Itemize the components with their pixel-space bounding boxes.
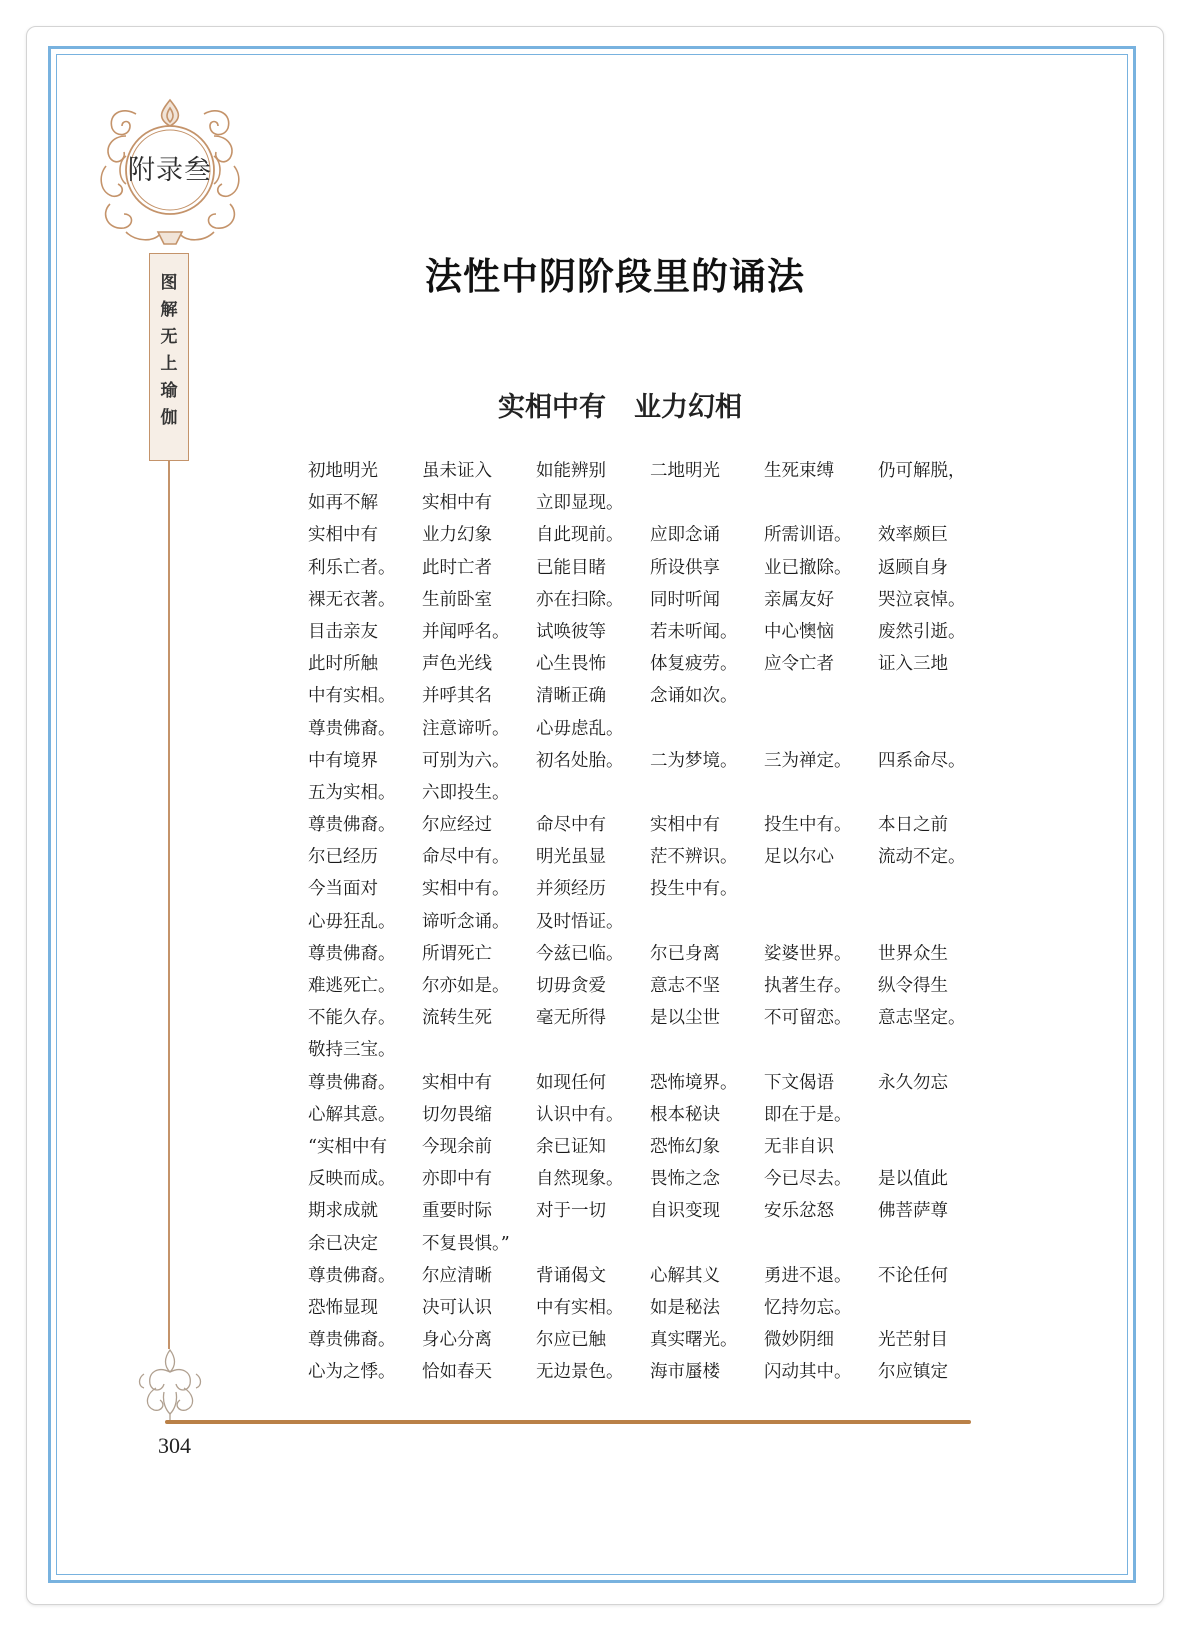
verse-phrase: 实相中有 xyxy=(308,525,378,546)
verse-phrase xyxy=(878,906,992,938)
verse-phrase: 心为之悸。 xyxy=(308,1362,396,1383)
verse-phrase: 如能辨别 xyxy=(536,461,606,481)
verse-phrase: 中有实相。 xyxy=(308,686,396,707)
verse-line xyxy=(308,648,988,680)
verse-phrase: 业已撤除。 xyxy=(764,557,852,578)
verse-phrase xyxy=(764,1228,878,1260)
verse-phrase xyxy=(536,777,650,809)
verse-line xyxy=(308,1324,988,1356)
verse-phrase: 尔已身离 xyxy=(650,943,720,964)
verse-phrase: 无非自识 xyxy=(764,1136,834,1157)
verse-phrase: 今已尽去。 xyxy=(764,1169,852,1190)
appendix-badge: 附录叁 xyxy=(128,155,212,186)
side-label xyxy=(149,270,189,432)
verse-line xyxy=(308,616,988,648)
verse-phrase: 实相中有 xyxy=(422,493,492,514)
verse-phrase: 并须经历 xyxy=(536,879,606,900)
verse-phrase: 明光虽显 xyxy=(536,847,606,868)
verse-phrase xyxy=(650,906,764,938)
verse-phrase: 尔应镇定 xyxy=(878,1362,948,1383)
verse-phrase: 难逃死亡。 xyxy=(308,976,396,996)
verse-phrase xyxy=(764,906,878,938)
verse-line xyxy=(308,680,988,712)
verse-phrase xyxy=(650,777,764,809)
verse-phrase xyxy=(878,1228,992,1260)
side-label-char: 图 xyxy=(160,273,178,293)
verse-line xyxy=(308,584,988,616)
verse-phrase: 不复畏惧。” xyxy=(422,1233,510,1254)
verse-phrase: 余已决定 xyxy=(308,1233,378,1254)
verse-phrase: 永久勿忘 xyxy=(878,1072,948,1093)
verse-phrase xyxy=(650,713,764,745)
verse-phrase: 初名处胎。 xyxy=(536,750,624,771)
verse-phrase: 恰如春天 xyxy=(422,1362,492,1383)
side-label-char: 伽 xyxy=(160,408,178,428)
verse-phrase: 流转生死 xyxy=(422,1008,492,1029)
verse-line xyxy=(308,841,988,873)
verse-phrase: 二为梦境。 xyxy=(650,750,738,771)
verse-phrase: 畏怖之念 xyxy=(650,1169,720,1190)
verse-phrase: 此时亡者 xyxy=(422,557,492,578)
side-label-char: 解 xyxy=(160,300,178,320)
verse-phrase: 自识变现 xyxy=(650,1201,720,1222)
verse-phrase: 谛听念诵。 xyxy=(422,911,510,932)
verse-phrase: 初地明光 xyxy=(308,461,378,481)
verse-phrase: 可别为六。 xyxy=(422,750,510,771)
verse-phrase: 二地明光 xyxy=(650,461,720,481)
verse-line xyxy=(308,487,988,519)
verse-phrase: 本日之前 xyxy=(878,815,948,836)
verse-line xyxy=(308,1195,988,1227)
verse-phrase: 勇进不退。 xyxy=(764,1265,852,1286)
verse-phrase: 忆持勿忘。 xyxy=(764,1297,852,1318)
verse-phrase: 哭泣哀悼。 xyxy=(878,589,966,610)
verse-phrase: 切勿畏缩 xyxy=(422,1104,492,1125)
verse-phrase: 背诵偈文 xyxy=(536,1265,606,1286)
verse-phrase xyxy=(878,1292,992,1324)
verse-phrase: 中心懊恼 xyxy=(764,621,834,642)
verse-phrase: 即在于是。 xyxy=(764,1104,852,1125)
verse-phrase: 三为禅定。 xyxy=(764,750,852,771)
verse-phrase: 清晰正确 xyxy=(536,686,606,707)
verse-phrase: 决可认识 xyxy=(422,1297,492,1318)
verse-line xyxy=(308,519,988,551)
verse-line xyxy=(308,1034,988,1066)
verse-phrase xyxy=(764,777,878,809)
verse-phrase: 中有境界 xyxy=(308,750,378,771)
verse-phrase: 亲属友好 xyxy=(764,589,834,610)
side-label-char: 无 xyxy=(160,327,178,347)
verse-phrase xyxy=(764,713,878,745)
verse-phrase: 尔应经过 xyxy=(422,815,492,836)
verse-phrase: 实相中有 xyxy=(422,1072,492,1093)
verse-phrase: “实相中有 xyxy=(308,1136,387,1157)
verse-phrase: 尊贵佛裔。 xyxy=(308,718,396,739)
verse-line xyxy=(308,1356,988,1388)
section-subtitle xyxy=(440,385,800,424)
verse-phrase xyxy=(536,1034,650,1066)
verse-phrase: 应即念诵 xyxy=(650,525,720,546)
verse-phrase: 尔亦如是。 xyxy=(422,976,510,996)
verse-phrase: 今当面对 xyxy=(308,879,378,900)
verse-phrase: 反映而成。 xyxy=(308,1169,396,1190)
verse-phrase xyxy=(422,1034,536,1066)
verse-phrase: 并闻呼名。 xyxy=(422,621,510,642)
verse-phrase: 认识中有。 xyxy=(536,1104,624,1125)
verse-phrase: 利乐亡者。 xyxy=(308,557,396,578)
verse-line xyxy=(308,1067,988,1099)
verse-phrase xyxy=(536,1228,650,1260)
verse-line xyxy=(308,1099,988,1131)
verse-phrase xyxy=(650,487,764,519)
verse-phrase: 生前卧室 xyxy=(422,589,492,610)
side-label-char: 瑜 xyxy=(160,381,178,401)
verse-phrase: 体复疲劳。 xyxy=(650,654,738,675)
verse-phrase xyxy=(878,713,992,745)
verse-phrase: 声色光线 xyxy=(422,654,492,675)
verse-phrase: 佛菩萨尊 xyxy=(878,1201,948,1222)
verse-phrase: 裸无衣著。 xyxy=(308,589,396,610)
verse-phrase xyxy=(650,1228,764,1260)
verse-phrase: 心毋狂乱。 xyxy=(308,911,396,932)
verse-phrase: 海市蜃楼 xyxy=(650,1362,720,1383)
verse-phrase: 亦即中有 xyxy=(422,1169,492,1190)
verse-phrase: 虽未证入 xyxy=(422,461,492,481)
verse-line xyxy=(308,809,988,841)
verse-phrase: 此时所触 xyxy=(308,654,378,675)
verse-phrase: 心毋虑乱。 xyxy=(536,718,624,739)
verse-phrase: 世界众生 xyxy=(878,943,948,964)
lotus-ornament-icon xyxy=(134,1344,206,1426)
verse-phrase: 意志不坚 xyxy=(650,976,720,996)
verse-line xyxy=(308,1260,988,1292)
verse-phrase: 尊贵佛裔。 xyxy=(308,815,396,836)
page-number: 304 xyxy=(158,1433,191,1458)
subtitle-part: 业力幻相 xyxy=(634,392,742,423)
verse-phrase xyxy=(764,873,878,905)
verse-phrase: 根本秘诀 xyxy=(650,1104,720,1125)
verse-phrase: 敬持三宝。 xyxy=(308,1040,396,1061)
verse-phrase xyxy=(764,1034,878,1066)
verse-phrase: 身心分离 xyxy=(422,1330,492,1351)
verse-phrase: 注意谛听。 xyxy=(422,718,510,739)
verse-line xyxy=(308,552,988,584)
verse-phrase xyxy=(878,680,992,712)
verse-phrase: 实相中有 xyxy=(650,815,720,836)
verse-phrase: 目击亲友 xyxy=(308,621,378,642)
side-label-char: 上 xyxy=(160,354,178,374)
verse-phrase: 真实曙光。 xyxy=(650,1330,738,1351)
verse-phrase: 恐怖境界。 xyxy=(650,1072,738,1093)
verse-phrase: 今现余前 xyxy=(422,1136,492,1157)
side-divider-line xyxy=(168,461,170,1349)
verse-phrase xyxy=(764,487,878,519)
verse-phrase: 娑婆世界。 xyxy=(764,943,852,964)
verse-phrase: 证入三地 xyxy=(878,654,948,675)
verse-phrase: 应令亡者 xyxy=(764,654,834,675)
verse-phrase: 心解其意。 xyxy=(308,1104,396,1125)
verse-phrase xyxy=(878,1099,992,1131)
verse-phrase: 效率颇巨 xyxy=(878,525,948,546)
verse-line xyxy=(308,745,988,777)
verse-phrase: 微妙阴细 xyxy=(764,1330,834,1351)
verse-phrase: 足以尔心 xyxy=(764,847,834,868)
verse-phrase: 返顾自身 xyxy=(878,557,948,578)
verse-phrase: 如是秘法 xyxy=(650,1297,720,1318)
verse-phrase: 心解其义 xyxy=(650,1265,720,1286)
verse-phrase: 实相中有。 xyxy=(422,879,510,900)
verse-phrase: 心生畏怖 xyxy=(536,654,606,675)
verse-phrase: 执著生存。 xyxy=(764,976,852,996)
verse-phrase: 无边景色。 xyxy=(536,1362,624,1383)
verse-phrase: 恐怖显现 xyxy=(308,1297,378,1318)
verse-phrase: 如再不解 xyxy=(308,493,378,514)
verse-phrase xyxy=(764,680,878,712)
verse-phrase: 如现任何 xyxy=(536,1072,606,1093)
verse-line xyxy=(308,938,988,970)
verse-phrase: 业力幻象 xyxy=(422,525,492,546)
verse-phrase xyxy=(878,873,992,905)
verse-phrase: 不可留恋。 xyxy=(764,1008,852,1029)
verse-phrase: 下文偈语 xyxy=(764,1072,834,1093)
verse-phrase: 同时听闻 xyxy=(650,589,720,610)
page-title: 法性中阴阶段里的诵法 xyxy=(425,255,805,298)
verse-line xyxy=(308,1131,988,1163)
verse-phrase: 投生中有。 xyxy=(650,879,738,900)
verse-phrase: 余已证知 xyxy=(536,1136,606,1157)
verse-phrase: 尊贵佛裔。 xyxy=(308,1330,396,1351)
verse-phrase: 四系命尽。 xyxy=(878,750,966,771)
verse-phrase xyxy=(878,1131,992,1163)
verse-phrase: 已能目睹 xyxy=(536,557,606,578)
verse-phrase: 不论任何 xyxy=(878,1265,948,1286)
verse-phrase: 毫无所得 xyxy=(536,1008,606,1029)
verse-phrase: 恐怖幻象 xyxy=(650,1136,720,1157)
verse-phrase: 生死束缚 xyxy=(764,461,834,481)
verse-phrase: 是以值此 xyxy=(878,1169,948,1190)
verse-line xyxy=(308,777,988,809)
subtitle-part: 实相中有 xyxy=(498,392,606,423)
verse-phrase: 自此现前。 xyxy=(536,525,624,546)
verse-phrase: 尔已经历 xyxy=(308,847,378,868)
verse-phrase: 投生中有。 xyxy=(764,815,852,836)
verse-line xyxy=(308,1163,988,1195)
verse-phrase: 流动不定。 xyxy=(878,847,966,868)
verse-phrase: 自然现象。 xyxy=(536,1169,624,1190)
verse-phrase: 并呼其名 xyxy=(422,686,492,707)
verse-line xyxy=(308,713,988,745)
verse-phrase: 意志坚定。 xyxy=(878,1008,966,1029)
verse-phrase: 光芒射目 xyxy=(878,1330,948,1351)
verse-phrase: 纵令得生 xyxy=(878,976,948,996)
verse-phrase: 废然引逝。 xyxy=(878,621,966,642)
verse-line xyxy=(308,970,988,1002)
verse-phrase: 立即显现。 xyxy=(536,493,624,514)
verse-phrase: 切毋贪爱 xyxy=(536,976,606,996)
verse-phrase: 茫不辨识。 xyxy=(650,847,738,868)
verse-phrase: 今兹已临。 xyxy=(536,943,624,964)
verse-line xyxy=(308,873,988,905)
verse-phrase: 仍可解脱， xyxy=(878,461,966,481)
verse-line xyxy=(308,906,988,938)
verse-phrase: 命尽中有 xyxy=(536,815,606,836)
verse-phrase: 六即投生。 xyxy=(422,782,510,803)
verse-phrase: 若未听闻。 xyxy=(650,621,738,642)
verse-phrase xyxy=(650,1034,764,1066)
verse-phrase: 念诵如次。 xyxy=(650,686,738,707)
verse-phrase xyxy=(878,1034,992,1066)
verse-phrase: 是以尘世 xyxy=(650,1008,720,1029)
verse-phrase: 所需训语。 xyxy=(764,525,852,546)
verse-phrase: 所设供享 xyxy=(650,557,720,578)
verse-body xyxy=(308,455,988,1388)
verse-phrase: 尔应已触 xyxy=(536,1330,606,1351)
verse-phrase xyxy=(878,487,992,519)
footer-rule xyxy=(165,1420,971,1424)
verse-phrase: 尊贵佛裔。 xyxy=(308,1072,396,1093)
verse-phrase xyxy=(878,777,992,809)
verse-phrase: 尊贵佛裔。 xyxy=(308,1265,396,1286)
verse-line xyxy=(308,455,988,487)
verse-phrase: 中有实相。 xyxy=(536,1297,624,1318)
verse-line xyxy=(308,1292,988,1324)
verse-phrase: 闪动其中。 xyxy=(764,1362,852,1383)
verse-phrase: 期求成就 xyxy=(308,1201,378,1222)
verse-phrase: 命尽中有。 xyxy=(422,847,510,868)
verse-line xyxy=(308,1002,988,1034)
verse-phrase: 试唤彼等 xyxy=(536,621,606,642)
verse-phrase: 五为实相。 xyxy=(308,782,396,803)
verse-phrase: 对于一切 xyxy=(536,1201,606,1222)
verse-phrase: 重要时际 xyxy=(422,1201,492,1222)
verse-phrase: 尊贵佛裔。 xyxy=(308,943,396,964)
verse-phrase: 尔应清晰 xyxy=(422,1265,492,1286)
verse-line xyxy=(308,1228,988,1260)
verse-phrase: 及时悟证。 xyxy=(536,911,624,932)
verse-phrase: 所谓死亡 xyxy=(422,943,492,964)
verse-phrase: 亦在扫除。 xyxy=(536,589,624,610)
verse-phrase: 不能久存。 xyxy=(308,1008,396,1029)
verse-phrase: 安乐忿怒 xyxy=(764,1201,834,1222)
